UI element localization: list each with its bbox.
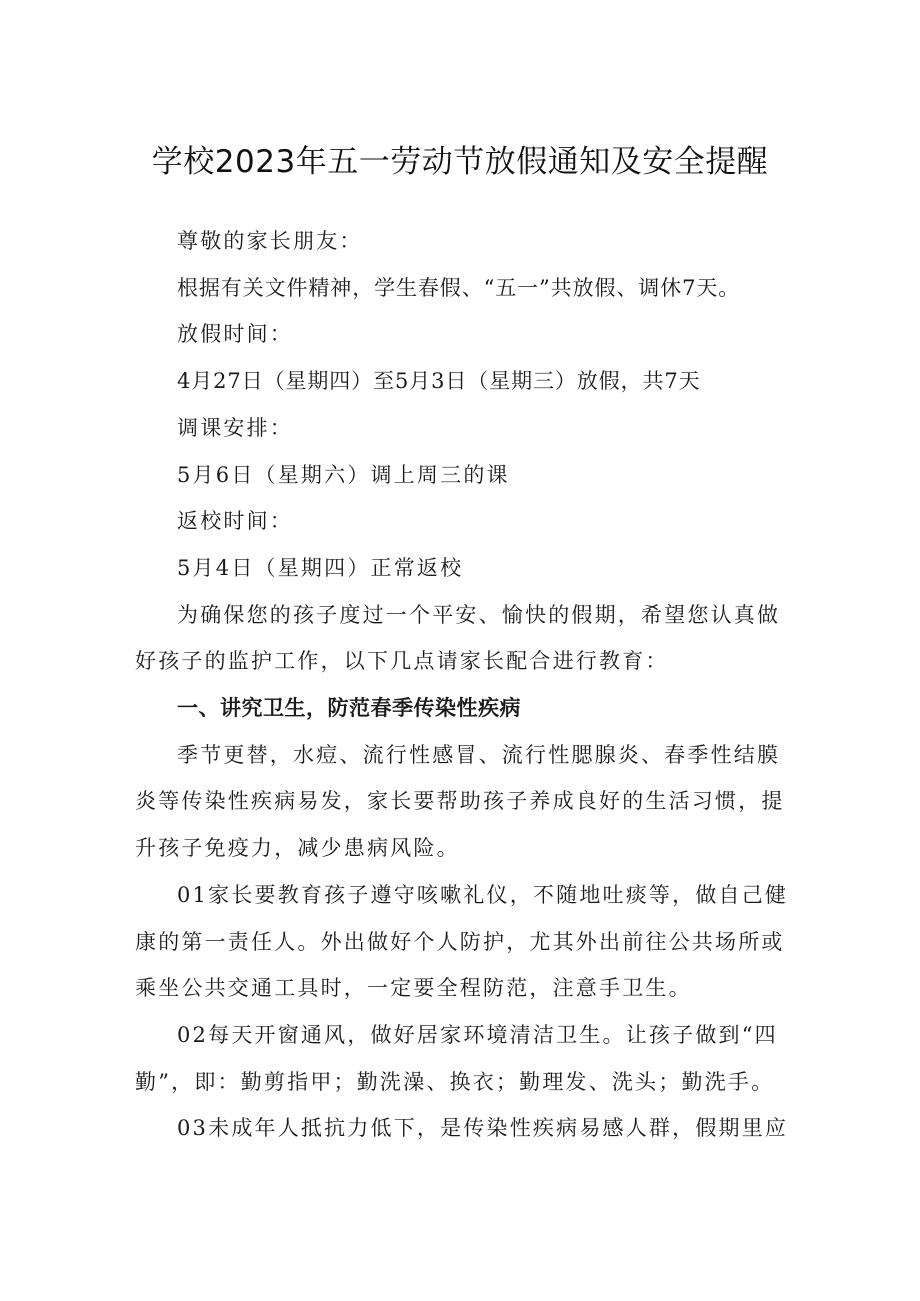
paragraph-intro: 根据有关文件精神，学生春假、“五一”共放假、调休7天。 [177,275,741,300]
list-item-01: 01家长要教育孩子遵守咳嗽礼仪，不随地吐痰等，做自己健康的第一责任人。外出做好个人防护，尤其外出前往公共场所或乘坐公共交通工具时，一定要全程防范，注意手卫生。 [135,882,789,1001]
class-adjustment-value: 5月6日（星期六）调上周三的课 [177,462,510,487]
label-class-adjustment: 调课安排： [177,415,293,440]
return-time-value: 5月4日（星期四）正常返校 [177,555,464,580]
list-item-03: 03未成年人抵抗力低下，是传染性疾病易感人群，假期里应 [177,1116,789,1141]
salutation: 尊敬的家长朋友： [177,229,363,253]
section-intro: 季节更替，水痘、流行性感冒、流行性腮腺炎、春季性结膜炎等传染性疾病易发，家长要帮助孩子养成良好的生活习惯，提升孩子免疫力，减少患病风险。 [135,742,785,861]
label-holiday-time: 放假时间： [177,322,293,347]
holiday-time-value: 4月27日（星期四）至5月3日（星期三）放假，共7天 [177,369,701,394]
paragraph-guardian-request: 为确保您的孩子度过一个平安、愉快的假期，希望您认真做好孩子的监护工作，以下几点请家长配合进行教育： [135,602,781,674]
section-heading-hygiene: 一、讲究卫生，防范春季传染性疾病 [177,696,521,721]
list-item-02: 02每天开窗通风，做好居家环境清洁卫生。让孩子做到“四勤”，即：勤剪指甲；勤洗澡、换衣；勤理发、洗头；勤洗手。 [135,1022,778,1094]
document-body [135,218,795,1152]
label-return-time: 返校时间： [177,509,293,534]
document-title: 学校2023年五一劳动节放假通知及安全提醒 [151,144,769,180]
